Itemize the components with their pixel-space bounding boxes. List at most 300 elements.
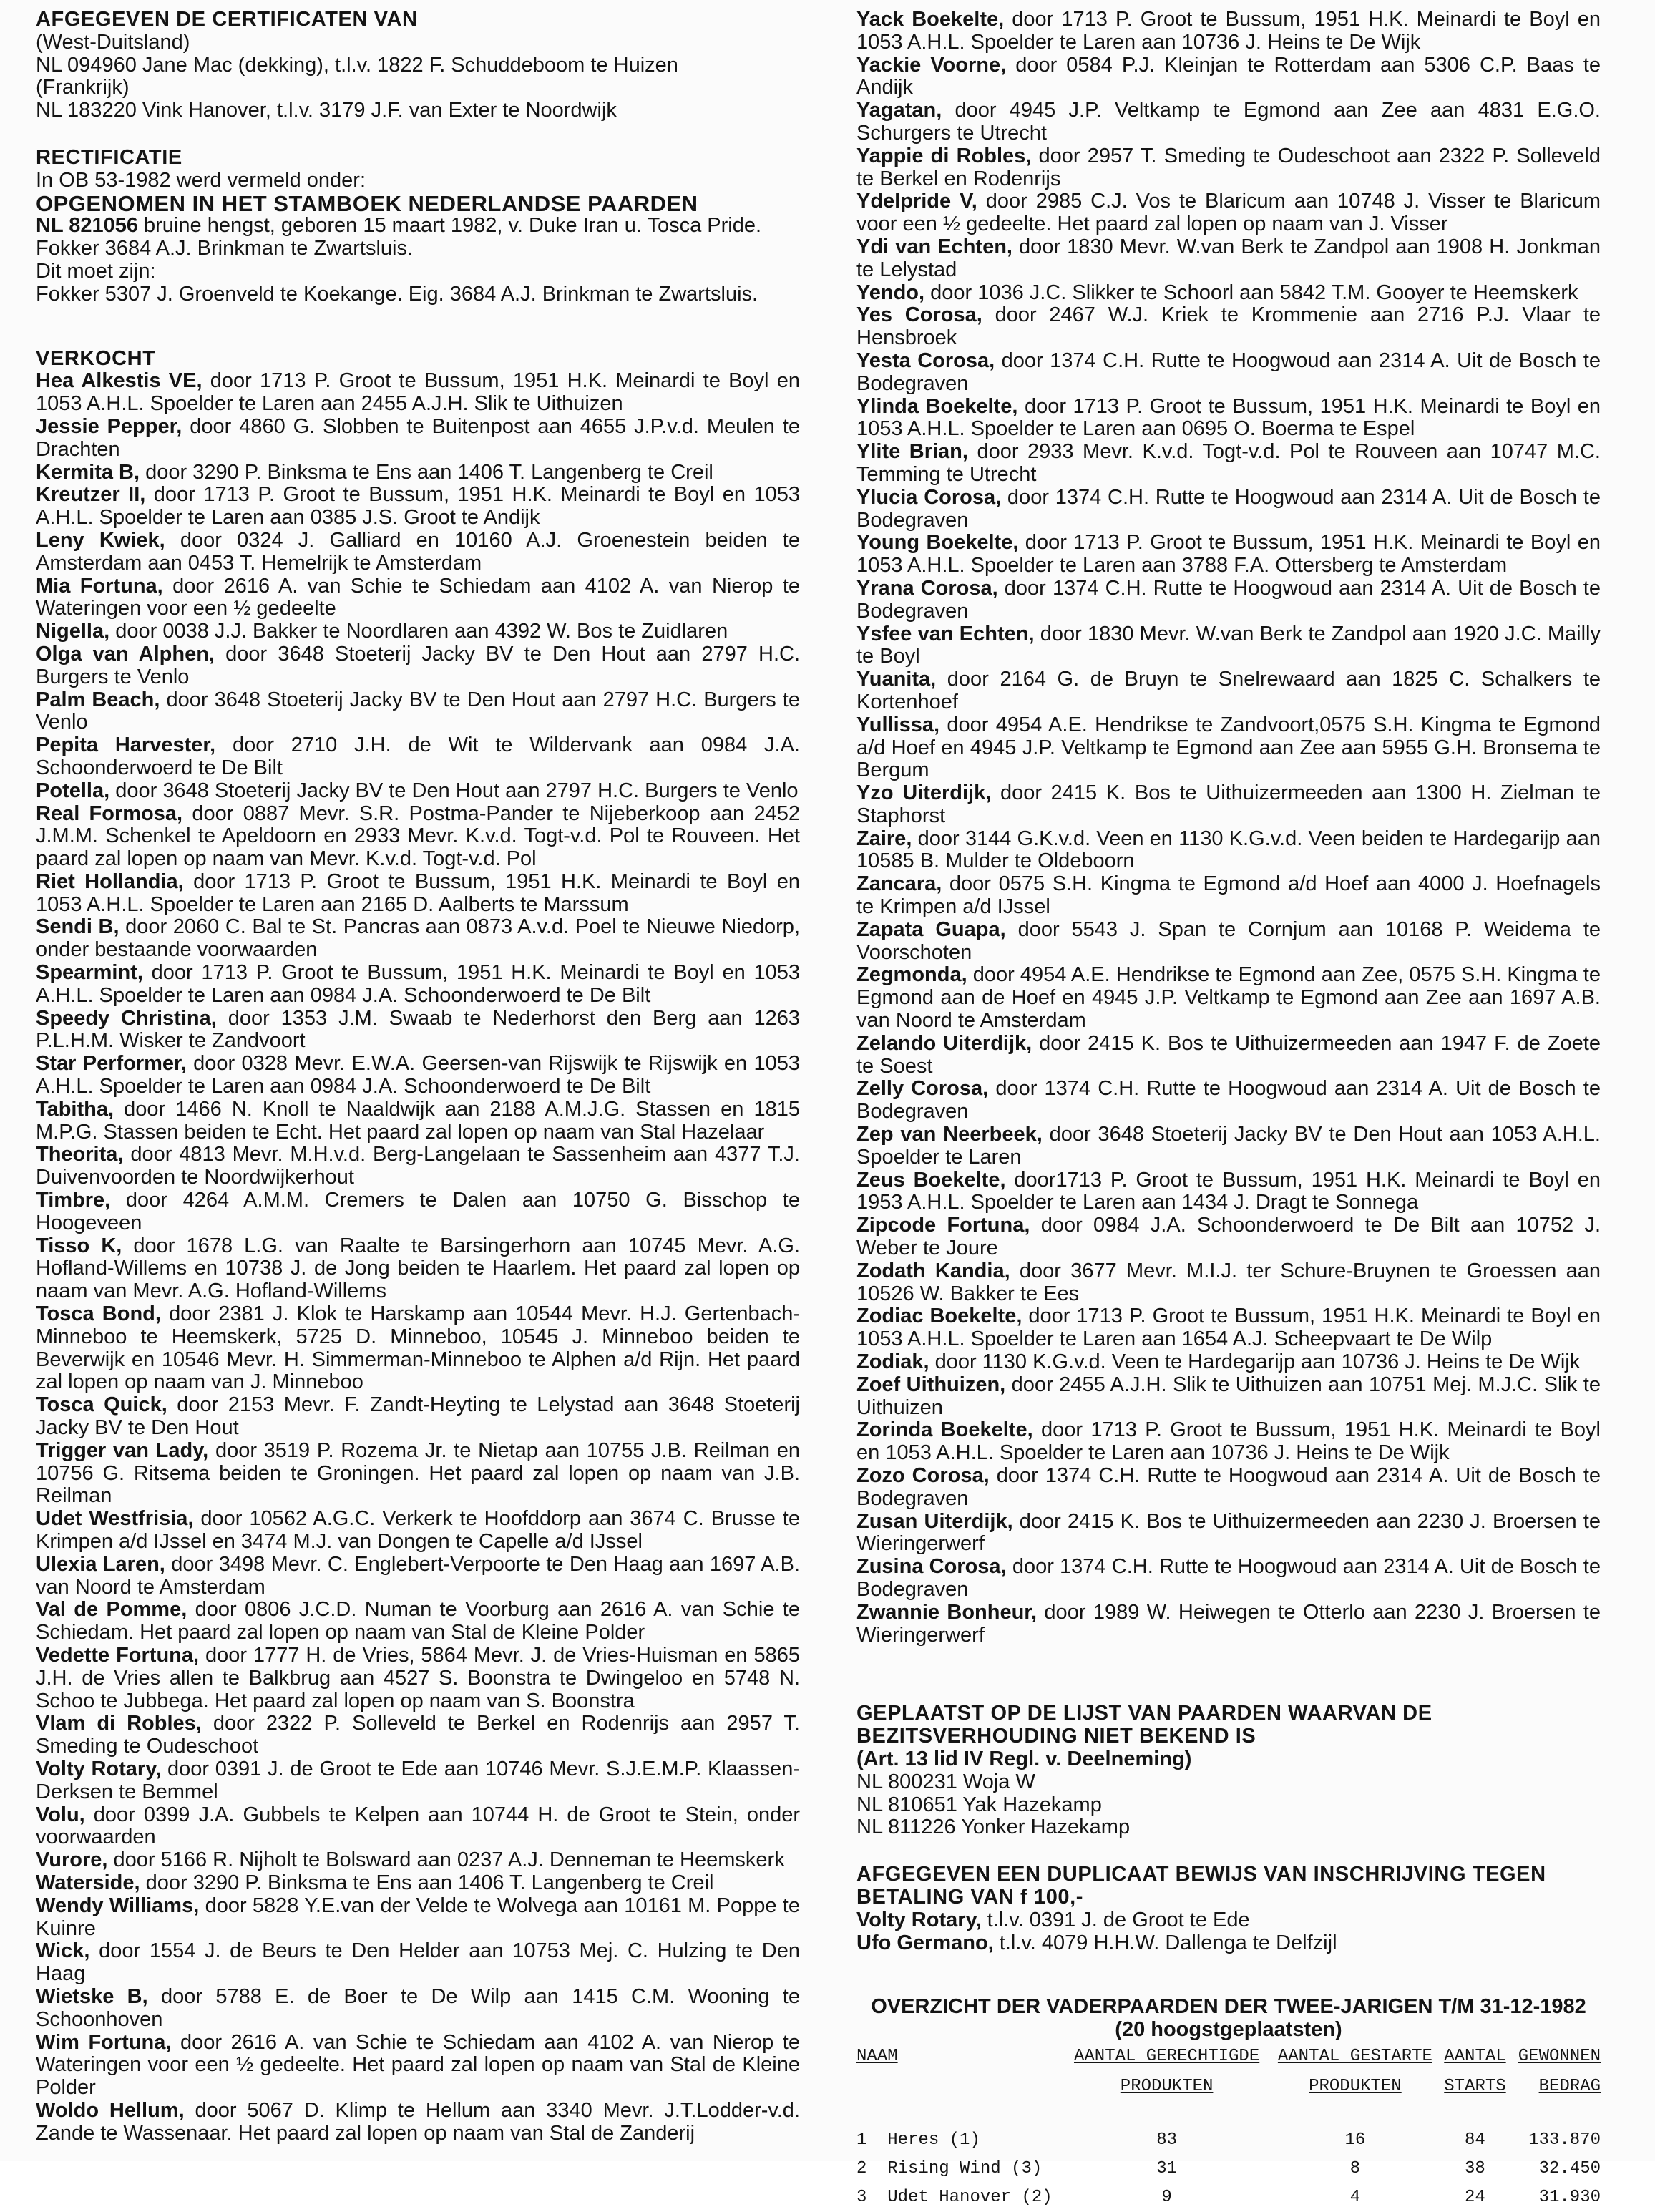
column-header-line: PRODUKTEN xyxy=(1120,2076,1214,2096)
entry-text: door 1374 C.H. Rutte te Hoogwoud aan 2314 A. Uit de Bosch te Bodegraven xyxy=(856,1077,1601,1124)
list-item xyxy=(36,1712,800,1758)
entry-name: Vurore, xyxy=(36,1848,108,1872)
list-item xyxy=(36,689,800,735)
entry-name: Zegmonda, xyxy=(856,963,967,987)
entry-name: Ydelpride V, xyxy=(856,190,977,213)
list-item xyxy=(856,1602,1601,1647)
list-item xyxy=(856,532,1601,578)
list-item xyxy=(36,1189,800,1235)
entry-name: Jessie Pepper, xyxy=(36,414,182,438)
list-item xyxy=(856,304,1601,350)
entry-text: door 3290 P. Binksma te Ens aan 1406 T. Langenberg te Creil xyxy=(140,1871,714,1894)
table-cell-name xyxy=(856,2183,1064,2212)
entry-name: Olga van Alphen, xyxy=(36,642,215,666)
table-cell-name xyxy=(856,2126,1064,2155)
list-item xyxy=(856,578,1601,623)
entry-text: door 1713 P. Groot te Bussum, 1951 H.K. Meinardi te Boyl en 1053 A.H.L. Spoelder te Laren aan 0695 O. Boerma te Espel xyxy=(856,394,1601,441)
entry-text: door 4954 A.E. Hendrikse te Zandvoort,0575 S.H. Kingma te Egmond a/d Hoef en 4945 J.P. Veltkamp te Egmond aan Zee aan 5955 G.H. Bronsema te Bergum xyxy=(856,713,1601,782)
duplicate-heading: AFGEGEVEN EEN DUPLICAAT BEWIJS VAN INSCHRIJVING TEGEN BETALING VAN f 100,- xyxy=(856,1863,1546,1909)
list-item xyxy=(36,530,800,575)
entry-name: Ylinda Boekelte, xyxy=(856,394,1018,418)
overview-table xyxy=(856,2042,1601,2212)
entry-name: Speedy Christina, xyxy=(36,1006,217,1030)
entry-text: door 0399 J.A. Gubbels te Kelpen aan 10744 H. de Groot te Stein, onder voorwaarden xyxy=(36,1803,800,1849)
entry-text: door 5067 D. Klimp te Hellum aan 3340 Mevr. J.T.Lodder-v.d. Zande te Wassenaar. Het paard zal lopen op naam van Stal de Zanderij xyxy=(36,2098,800,2145)
unknown-ownership-section xyxy=(856,1702,1601,1839)
sold-list xyxy=(36,370,800,2145)
entry-text: door 1713 P. Groot te Bussum, 1951 H.K. Meinardi te Boyl en 1053 A.H.L. Spoelder te Laren aan 2165 D. Aalberts te Marssum xyxy=(36,869,800,916)
entry-text: door 1466 N. Knoll te Naaldwijk aan 2188 A.M.J.G. Stassen en 1815 M.P.G. Stassen beiden te Echt. Het paard zal lopen op naam van Stal Hazelaar xyxy=(36,1097,800,1144)
list-item xyxy=(36,1758,800,1804)
entry-text: door 1713 P. Groot te Bussum, 1951 H.K. Meinardi te Boyl en 1053 A.H.L. Spoelder te Laren aan 2455 A.J.H. Slik te Uithuizen xyxy=(36,369,800,416)
entry-name: Yzo Uiterdijk, xyxy=(856,781,992,805)
table-cell: 8 xyxy=(1349,2158,1361,2178)
entry-name: Zodiac Boekelte, xyxy=(856,1305,1022,1328)
unknown-ownership-item: NL 811226 Yonker Hazekamp xyxy=(856,1816,1131,1839)
column-header xyxy=(1269,2042,1440,2109)
list-item xyxy=(36,1986,800,2032)
entry-text: door 0584 P.J. Kleinjan te Rotterdam aan 5306 C.P. Baas te Andijk xyxy=(856,53,1601,99)
list-item xyxy=(36,484,800,530)
list-item xyxy=(856,668,1601,714)
list-item xyxy=(856,828,1601,874)
right-column xyxy=(856,9,1601,2212)
entry-name: Wim Fortuna, xyxy=(36,2030,172,2054)
list-item xyxy=(36,462,800,484)
entry-name: Yendo, xyxy=(856,281,925,304)
rectification-correction: Fokker 5307 J. Groenveld te Koekange. Eig. 3684 A.J. Brinkman te Zwartsluis. xyxy=(36,282,758,306)
entry-text: door 3648 Stoeterij Jacky BV te Den Hout aan 2797 H.C. Burgers te Venlo xyxy=(109,779,799,802)
entry-name: Zeus Boekelte, xyxy=(856,1168,1006,1192)
entry-name: Ysfee van Echten, xyxy=(856,622,1035,645)
list-item xyxy=(36,916,800,962)
certificates-section xyxy=(36,9,800,122)
entry-name: Zapata Guapa, xyxy=(856,917,1006,941)
certificates-line: (Frankrijk) xyxy=(36,76,130,99)
list-item xyxy=(856,964,1601,1032)
entry-name: Ylucia Corosa, xyxy=(856,485,1002,509)
list-item xyxy=(856,9,1601,54)
spacer xyxy=(36,306,800,348)
list-item xyxy=(856,99,1601,145)
entry-text: door 3648 Stoeterij Jacky BV te Den Hout aan 2797 H.C. Burgers te Venlo xyxy=(36,688,800,734)
entry-text: t.l.v. 0391 J. de Groot te Ede xyxy=(981,1908,1250,1931)
list-item xyxy=(856,1124,1601,1169)
entry-name: Zodath Kandia, xyxy=(856,1259,1010,1282)
list-item xyxy=(36,1940,800,1986)
entry-text: door 0575 S.H. Kingma te Egmond a/d Hoef aan 4000 J. Hoefnagels te Krimpen a/d IJssel xyxy=(856,872,1601,919)
entry-text: door 0806 J.C.D. Numan te Voorburg aan 2616 A. van Schie te Schiedam. Het paard zal lopen op naam van Stal de Kleine Polder xyxy=(36,1598,800,1645)
sold-section xyxy=(36,348,800,2145)
record-id: NL 821056 xyxy=(36,214,138,238)
list-item xyxy=(856,1078,1601,1124)
entry-text: door 2616 A. van Schie te Schiedam aan 4102 A. van Nierop te Wateringen voor een ½ gedeelte xyxy=(36,574,801,620)
entry-name: Zipcode Fortuna, xyxy=(856,1214,1030,1237)
entry-name: Young Boekelte, xyxy=(856,531,1019,555)
certificates-heading: AFGEGEVEN DE CERTIFICATEN VAN xyxy=(36,8,418,31)
entry-name: Zozo Corosa, xyxy=(856,1464,990,1487)
certificates-line: (West-Duitsland) xyxy=(36,30,190,54)
sold-heading: VERKOCHT xyxy=(36,346,156,370)
entry-text: door 0328 Mevr. E.W.A. Geersen-van Rijswijk te Rijswijk en 1053 A.H.L. Spoelder te Laren aan 0984 J.A. Schoonderwoerd te De Bilt xyxy=(36,1052,800,1098)
entry-name: Tisso K, xyxy=(36,1234,122,1257)
entry-text: door 5166 R. Nijholt te Bolsward aan 0237 A.J. Denneman te Heemskerk xyxy=(107,1848,785,1872)
unknown-ownership-item: NL 800231 Woja W xyxy=(856,1770,1035,1793)
entry-text: door 5788 E. de Boer te De Wilp aan 1415 C.M. Wooning te Schoonhoven xyxy=(36,1984,800,2031)
column-header-line: NAAM xyxy=(856,2046,898,2066)
entry-text: door 1777 H. de Vries, 5864 Mevr. J. de Vries-Huisman en 5865 J.H. de Vries allen te Balkbrug aan 4527 S. Boonstra te Dwingeloo en 5748 N. Schoo te Jubbega. Het paard zal lopen op naam van S. Boonstra xyxy=(36,1643,800,1712)
entry-text: door 5543 J. Span te Cornjum aan 10168 P. Weidema te Voorschoten xyxy=(856,917,1601,964)
entry-name: Mia Fortuna, xyxy=(36,574,163,598)
column-header-line: AANTAL xyxy=(1444,2046,1506,2066)
entry-name: Zwannie Bonheur, xyxy=(856,1600,1038,1624)
table-cell: 24 xyxy=(1465,2187,1485,2207)
overview-table-body xyxy=(856,2126,1601,2212)
entry-name: Kreutzer II, xyxy=(36,483,146,507)
entry-name: Ydi van Echten, xyxy=(856,235,1012,258)
entry-name: Yack Boekelte, xyxy=(856,8,1005,31)
duplicate-entry xyxy=(856,1909,1601,1932)
entry-name: Yesta Corosa, xyxy=(856,349,995,372)
column-header xyxy=(1441,2042,1510,2109)
list-item xyxy=(36,1872,800,1895)
list-item xyxy=(856,919,1601,965)
entry-text: door 2381 J. Klok te Harskamp aan 10544 Mevr. H.J. Gertenbach-Minneboo te Heemskerk, 5725 D. Minneboo, 10545 J. Minneboo beiden te Beverwijk en 10546 Mevr. H. Simmerman-Minneboo te Alphen a/d Rijn. Het paard zal lopen op naam van J. Minneboo xyxy=(36,1302,800,1394)
table-cell-rank: 3 xyxy=(856,2187,867,2207)
list-item xyxy=(36,1849,800,1872)
table-row xyxy=(856,2155,1601,2183)
entry-text: door 0038 J.J. Bakker te Noordlaren aan 4392 W. Bos te Zuidlaren xyxy=(109,620,728,643)
table-cell-name xyxy=(856,2155,1064,2183)
list-item xyxy=(36,620,800,643)
entry-name: Zusina Corosa, xyxy=(856,1555,1007,1579)
entry-text: door 3648 Stoeterij Jacky BV te Den Hout aan 2797 H.C. Burgers te Venlo xyxy=(36,642,800,688)
list-item xyxy=(856,1260,1601,1306)
entry-text: door 4945 J.P. Veltkamp te Egmond aan Zee aan 4831 E.G.O. Schurgers te Utrecht xyxy=(856,99,1601,145)
entry-name: Tosca Bond, xyxy=(36,1302,161,1326)
column-header xyxy=(856,2042,1064,2109)
entry-text: door1713 P. Groot te Bussum, 1951 H.K. Meinardi te Boyl en 1953 A.H.L. Spoelder te Laren aan 1434 J. Dragt te Sonnega xyxy=(856,1168,1601,1214)
entry-name: Wick, xyxy=(36,1939,90,1963)
column-header xyxy=(1509,2042,1601,2109)
list-item xyxy=(856,1374,1601,1420)
entry-text: door 3290 P. Binksma te Ens aan 1406 T. Langenberg te Creil xyxy=(140,460,713,484)
column-header-line: GEWONNEN xyxy=(1518,2046,1601,2066)
entry-text: door 4264 A.M.M. Cremers te Dalen aan 10750 G. Bisschop te Hoogeveen xyxy=(36,1189,800,1234)
entry-name: Yes Corosa, xyxy=(856,303,982,327)
entry-text: door 10562 A.G.C. Verkerk te Hoofddorp aan 3674 C. Brusse te Krimpen a/d IJssel en 3474 M.J. van Dongen te Capelle a/d IJssel xyxy=(36,1507,800,1553)
entry-text: door 1374 C.H. Rutte te Hoogwoud aan 2314 A. Uit de Bosch te Bodegraven xyxy=(856,576,1601,623)
list-item xyxy=(856,1465,1601,1511)
list-item xyxy=(856,1305,1601,1351)
table-cell-horse: Udet Hanover (2) xyxy=(887,2187,1053,2207)
rectification-heading: RECTIFICATIE xyxy=(36,145,182,169)
entry-text: door 1374 C.H. Rutte te Hoogwoud aan 2314 A. Uit de Bosch te Bodegraven xyxy=(856,1464,1601,1510)
entry-name: Woldo Hellum, xyxy=(36,2098,185,2122)
list-item xyxy=(36,1554,800,1599)
sold-list-continued xyxy=(856,9,1601,1647)
duplicate-section xyxy=(856,1863,1601,1954)
entry-name: Zelly Corosa, xyxy=(856,1077,989,1101)
table-cell: 4 xyxy=(1349,2187,1361,2207)
entry-text: door 1830 Mevr. W.van Berk te Zandpol aan 1920 J.C. Mailly te Boyl xyxy=(856,622,1601,668)
spacer xyxy=(856,1839,1601,1863)
list-item xyxy=(36,643,800,689)
unknown-ownership-heading: GEPLAATST OP DE LIJST VAN PAARDEN WAARVAN DE BEZITSVERHOUDING NIET BEKEND IS xyxy=(856,1702,1432,1748)
entry-name: Yappie di Robles, xyxy=(856,144,1032,167)
list-item xyxy=(36,1053,800,1098)
entry-name: Tosca Quick, xyxy=(36,1393,167,1417)
certificates-line: NL 094960 Jane Mac (dekking), t.l.v. 1822 F. Schuddeboom te Huizen xyxy=(36,53,678,77)
rectification-intro: In OB 53-1982 werd vermeld onder: xyxy=(36,168,366,192)
entry-text: door 1554 J. de Beurs te Den Helder aan 10753 Mej. C. Hulzing te Den Haag xyxy=(36,1939,800,1986)
column-header-line: AANTAL GESTARTE xyxy=(1277,2046,1432,2066)
entry-name: Volu, xyxy=(36,1803,85,1826)
list-item xyxy=(856,54,1601,100)
rectification-section xyxy=(36,147,800,306)
list-item xyxy=(856,782,1601,828)
table-cell-horse: Heres (1) xyxy=(887,2130,980,2150)
entry-name: Zorinda Boekelte, xyxy=(856,1418,1033,1442)
entry-text: door 3144 G.K.v.d. Veen en 1130 K.G.v.d. Veen beiden te Hardegarijp aan 10585 B. Mulder te Oldeboorn xyxy=(856,827,1601,873)
entry-text: door 2467 W.J. Kriek te Krommenie aan 2716 P.J. Vlaar te Hensbroek xyxy=(856,303,1601,350)
list-item xyxy=(36,1645,800,1712)
entry-text: door 2415 K. Bos te Uithuizermeeden aan 1947 F. de Zoete te Soest xyxy=(856,1031,1601,1078)
list-item xyxy=(36,1098,800,1144)
list-item xyxy=(856,873,1601,919)
table-cell: 16 xyxy=(1344,2130,1366,2150)
list-item xyxy=(856,1169,1601,1215)
record-text: bruine hengst, geboren 15 maart 1982, v. Duke Iran u. Tosca Pride. xyxy=(137,214,762,238)
table-cell: 83 xyxy=(1156,2130,1178,2150)
entry-name: Hea Alkestis VE, xyxy=(36,369,202,393)
list-item xyxy=(856,145,1601,191)
entry-name: Star Performer, xyxy=(36,1052,187,1076)
entry-name: Ufo Germano, xyxy=(856,1931,994,1954)
list-item xyxy=(36,1895,800,1941)
spacer xyxy=(856,1954,1601,1996)
list-item xyxy=(36,416,800,462)
entry-name: Yackie Voorne, xyxy=(856,53,1007,77)
list-item xyxy=(36,370,800,416)
table-cell: 9 xyxy=(1161,2187,1172,2207)
table-cell: 31.930 xyxy=(1538,2187,1601,2207)
entry-text: door 1374 C.H. Rutte te Hoogwoud aan 2314 A. Uit de Bosch te Bodegraven xyxy=(856,1555,1601,1601)
list-item xyxy=(36,1008,800,1053)
entry-name: Real Formosa, xyxy=(36,802,183,825)
list-item xyxy=(36,1144,800,1189)
list-item xyxy=(36,734,800,780)
list-item xyxy=(36,871,800,917)
entry-name: Leny Kwiek, xyxy=(36,528,165,552)
entry-text: door 4954 A.E. Hendrikse te Egmond aan Zee, 0575 S.H. Kingma te Egmond aan de Hoef en 4945 J.P. Veltkamp te Egmond aan Zee aan 1697 A.B. van Noord te Amsterdam xyxy=(856,963,1601,1033)
entry-name: Spearmint, xyxy=(36,961,143,985)
entry-name: Nigella, xyxy=(36,620,110,643)
entry-name: Kermita B, xyxy=(36,460,140,484)
list-item xyxy=(856,396,1601,442)
overview-section xyxy=(856,1996,1601,2212)
entry-name: Zusan Uiterdijk, xyxy=(856,1509,1013,1533)
entry-text: door 3677 Mevr. M.I.J. ter Schure-Bruynen te Groessen aan 10526 W. Bakker te Ees xyxy=(856,1259,1601,1305)
entry-name: Sendi B, xyxy=(36,915,119,939)
column-header-line: BEDRAG xyxy=(1538,2076,1601,2096)
list-item xyxy=(856,1214,1601,1260)
table-cell: 84 xyxy=(1465,2130,1485,2150)
entry-text: door 2322 P. Solleveld te Berkel en Rodenrijs aan 2957 T. Smeding te Oudeschoot xyxy=(36,1712,800,1758)
list-item xyxy=(36,2032,800,2100)
entry-text: door 2415 K. Bos te Uithuizermeeden aan 1300 H. Zielman te Staphorst xyxy=(856,781,1601,827)
spacer xyxy=(856,2109,1601,2126)
entry-name: Waterside, xyxy=(36,1871,140,1894)
list-item xyxy=(36,1235,800,1303)
entry-text: door 1374 C.H. Rutte te Hoogwoud aan 2314 A. Uit de Bosch te Bodegraven xyxy=(856,349,1601,395)
entry-text: door 1036 J.C. Slikker te Schoorl aan 5842 T.M. Gooyer te Heemskerk xyxy=(924,281,1578,304)
list-item xyxy=(856,1351,1601,1374)
column-header-line: AANTAL GERECHTIGDE xyxy=(1073,2046,1260,2066)
rectification-should-be: Dit moet zijn: xyxy=(36,259,156,283)
spacer xyxy=(36,122,800,147)
list-item xyxy=(856,1556,1601,1602)
list-item xyxy=(36,803,800,871)
list-item xyxy=(36,780,800,803)
entry-text: door 2933 Mevr. K.v.d. Togt-v.d. Pol te Rouveen aan 10747 M.C. Temming te Utrecht xyxy=(856,440,1601,486)
entry-name: Palm Beach, xyxy=(36,688,160,711)
entry-name: Vedette Fortuna, xyxy=(36,1643,200,1667)
spacer xyxy=(856,1647,1601,1702)
entry-text: door 0984 J.A. Schoonderwoerd te De Bilt aan 10752 J. Weber te Joure xyxy=(856,1214,1601,1260)
entry-name: Volty Rotary, xyxy=(36,1757,162,1780)
overview-title: OVERZICHT DER VADERPAARDEN DER TWEE-JARIGEN T/M 31-12-1982 xyxy=(871,1995,1586,2019)
entry-text: door 1989 W. Heiwegen te Otterlo aan 2230 J. Broersen te Wieringerwerf xyxy=(856,1600,1601,1647)
entry-text: door 0324 J. Galliard en 10160 A.J. Groenestein beiden te Amsterdam aan 0453 T. Hemelrijk te Amsterdam xyxy=(36,528,800,575)
entry-name: Riet Hollandia, xyxy=(36,869,184,893)
table-cell-rank: 2 xyxy=(856,2158,867,2178)
entry-text: door 1713 P. Groot te Bussum, 1951 H.K. Meinardi te Boyl en 1053 A.H.L. Spoelder te Laren aan 10736 J. Heins te De Wijk xyxy=(856,8,1601,54)
list-item xyxy=(36,1303,800,1394)
entry-name: Potella, xyxy=(36,779,110,802)
entry-text: door 1713 P. Groot te Bussum, 1951 H.K. Meinardi te Boyl en 1053 A.H.L. Spoelder te Laren aan 0984 J.A. Schoonderwoerd te De Bilt xyxy=(36,961,800,1007)
entry-name: Zancara, xyxy=(856,872,942,896)
list-item xyxy=(36,1440,800,1508)
entry-name: Zep van Neerbeek, xyxy=(856,1123,1043,1146)
entry-text: door 2710 J.H. de Wit te Wildervank aan 0984 J.A. Schoonderwoerd te De Bilt xyxy=(36,734,800,779)
entry-name: Wendy Williams, xyxy=(36,1894,200,1917)
table-cell: 31 xyxy=(1156,2158,1178,2178)
entry-name: Udet Westfrisia, xyxy=(36,1507,194,1531)
overview-subtitle: (20 hoogstgeplaatsten) xyxy=(1115,2018,1342,2042)
list-item xyxy=(856,487,1601,532)
table-row xyxy=(856,2183,1601,2212)
entry-name: Wietske B, xyxy=(36,1984,148,2008)
entry-text: door 1830 Mevr. W.van Berk te Zandpol aan 1908 H. Jonkman te Lelystad xyxy=(856,235,1601,281)
entry-name: Ulexia Laren, xyxy=(36,1552,165,1576)
entry-name: Yagatan, xyxy=(856,99,942,122)
entry-text: door 2415 K. Bos te Uithuizermeeden aan 2230 J. Broersen te Wieringerwerf xyxy=(856,1509,1601,1556)
table-cell: 133.870 xyxy=(1528,2130,1601,2150)
entry-text: door 2060 C. Bal te St. Pancras aan 0873 A.v.d. Poel te Nieuwe Niedorp, onder bestaande voorwaarden xyxy=(36,915,800,962)
list-item xyxy=(36,575,800,621)
entry-text: door 2957 T. Smeding te Oudeschoot aan 2322 P. Solleveld te Berkel en Rodenrijs xyxy=(856,144,1601,190)
entry-text: t.l.v. 4079 H.H.W. Dallenga te Delfzijl xyxy=(993,1931,1337,1954)
entry-text: door 0391 J. de Groot te Ede aan 10746 Mevr. S.J.E.M.P. Klaassen-Derksen te Bemmel xyxy=(36,1757,800,1803)
table-header-row xyxy=(856,2042,1601,2109)
list-item xyxy=(856,190,1601,236)
entry-name: Zelando Uiterdijk, xyxy=(856,1031,1032,1055)
list-item xyxy=(36,2100,800,2145)
entry-name: Vlam di Robles, xyxy=(36,1712,202,1735)
entry-text: door 3498 Mevr. C. Englebert-Verpoorte te Den Haag aan 1697 A.B. van Noord te Amsterdam xyxy=(36,1552,801,1599)
column-header-line: STARTS xyxy=(1444,2076,1506,2096)
table-cell-rank: 1 xyxy=(856,2130,867,2150)
entry-text: door 1353 J.M. Swaab te Nederhorst den Berg aan 1263 P.L.H.M. Wisker te Zandvoort xyxy=(36,1006,800,1053)
entry-name: Ylite Brian, xyxy=(856,440,968,464)
entry-text: door 1678 L.G. van Raalte te Barsingerhorn aan 10745 Mevr. A.G. Hofland-Willems en 10738 J. de Jong beiden te Haarlem. Het paard zal lopen op naam van Mevr. A.G. Hofland-Willems xyxy=(36,1234,800,1303)
entry-text: door 1130 K.G.v.d. Veen te Hardegarijp aan 10736 J. Heins te De Wijk xyxy=(929,1350,1581,1374)
entry-text: door 4813 Mevr. M.H.v.d. Berg-Langelaan te Sassenheim aan 4377 T.J. Duivenvoorden te Noordwijkerhout xyxy=(36,1143,800,1189)
entry-text: door 5828 Y.E.van der Velde te Wolvega aan 10161 M. Poppe te Kuinre xyxy=(36,1894,800,1940)
unknown-ownership-subheading: (Art. 13 lid IV Regl. v. Deelneming) xyxy=(856,1747,1192,1770)
column-header xyxy=(1064,2042,1269,2109)
certificates-line: NL 183220 Vink Hanover, t.l.v. 3179 J.F. van Exter te Noordwijk xyxy=(36,99,617,122)
entry-name: Zaire, xyxy=(856,827,912,850)
list-item xyxy=(856,236,1601,282)
entry-text: door 0887 Mevr. S.R. Postma-Pander te Nijeberkoop aan 2452 J.M.M. Schenkel te Apeldoorn en 2933 Mevr. K.v.d. Togt-v.d. Pol te Rouveen. Het paard zal lopen op naam van Mevr. K.v.d. Togt-v.d. Pol xyxy=(36,802,800,871)
entry-name: Yrana Corosa, xyxy=(856,576,998,600)
entry-text: door 1713 P. Groot te Bussum, 1951 H.K. Meinardi te Boyl en 1053 A.H.L. Spoelder te Laren aan 10736 J. Heins te De Wijk xyxy=(856,1418,1601,1465)
entry-text: door 2153 Mevr. F. Zandt-Heyting te Lelystad aan 3648 Stoeterij Jacky BV te Den Hout xyxy=(36,1393,800,1440)
entry-name: Yullissa, xyxy=(856,713,940,736)
entry-name: Pepita Harvester, xyxy=(36,734,216,757)
entry-name: Trigger van Lady, xyxy=(36,1438,209,1462)
list-item xyxy=(856,350,1601,396)
entry-text: door 2164 G. de Bruyn te Snelrewaard aan 1825 C. Schalkers te Kortenhoef xyxy=(856,668,1601,713)
entry-text: door 2455 A.J.H. Slik te Uithuizen aan 10751 Mej. M.J.C. Slik te Uithuizen xyxy=(856,1373,1601,1419)
entry-name: Val de Pomme, xyxy=(36,1598,187,1622)
list-item xyxy=(856,1419,1601,1465)
list-item xyxy=(36,962,800,1008)
entry-name: Volty Rotary, xyxy=(856,1908,982,1931)
rectification-record-line2: Fokker 3684 A.J. Brinkman te Zwartsluis. xyxy=(36,237,414,260)
entry-text: door 1713 P. Groot te Bussum, 1951 H.K. Meinardi te Boyl en 1053 A.H.L. Spoelder te Laren aan 3788 F.A. Ottersberg te Amsterdam xyxy=(856,531,1601,578)
table-cell: 32.450 xyxy=(1538,2158,1601,2178)
entry-text: door 4860 G. Slobben te Buitenpost aan 4655 J.P.v.d. Meulen te Drachten xyxy=(36,414,801,461)
rectification-subheading: OPGENOMEN IN HET STAMBOEK NEDERLANDSE PAARDEN xyxy=(36,190,698,216)
entry-name: Timbre, xyxy=(36,1189,111,1212)
table-row xyxy=(856,2126,1601,2155)
entry-name: Tabitha, xyxy=(36,1097,114,1121)
table-cell-horse: Rising Wind (3) xyxy=(887,2158,1043,2178)
entry-text: door 1713 P. Groot te Bussum, 1951 H.K. Meinardi te Boyl en 1053 A.H.L. Spoelder te Laren aan 0385 J.S. Groot te Andijk xyxy=(36,483,800,530)
entry-name: Zodiak, xyxy=(856,1350,929,1374)
list-item xyxy=(36,1508,800,1554)
unknown-ownership-item: NL 810651 Yak Hazekamp xyxy=(856,1793,1102,1816)
left-column xyxy=(36,9,800,2145)
list-item xyxy=(856,1511,1601,1556)
duplicate-entry xyxy=(856,1932,1601,1955)
entry-text: door 2616 A. van Schie te Schiedam aan 4102 A. van Nierop te Wateringen voor een ½ gedeelte. Het paard zal lopen op naam van Stal de Kleine Polder xyxy=(36,2030,800,2100)
entry-text: door 1713 P. Groot te Bussum, 1951 H.K. Meinardi te Boyl en 1053 A.H.L. Spoelder te Laren aan 1654 A.J. Scheepvaart te De Wilp xyxy=(856,1305,1601,1351)
entry-name: Zoef Uithuizen, xyxy=(856,1373,1006,1396)
list-item xyxy=(36,1599,800,1645)
entry-text: door 3519 P. Rozema Jr. te Nietap aan 10755 J.B. Reilman en 10756 G. Ritsema beiden te Groningen. Het paard zal lopen op naam van J.B. Reilman xyxy=(36,1438,800,1508)
entry-text: door 2985 C.J. Vos te Blaricum aan 10748 J. Visser te Blaricum voor een ½ gedeelte. Het paard zal lopen op naam van J. Visser xyxy=(856,190,1601,236)
table-cell: 38 xyxy=(1465,2158,1485,2178)
list-item xyxy=(36,1394,800,1440)
entry-name: Yuanita, xyxy=(856,668,937,691)
list-item xyxy=(856,1033,1601,1078)
list-item xyxy=(856,623,1601,669)
column-header-line: PRODUKTEN xyxy=(1309,2076,1402,2096)
